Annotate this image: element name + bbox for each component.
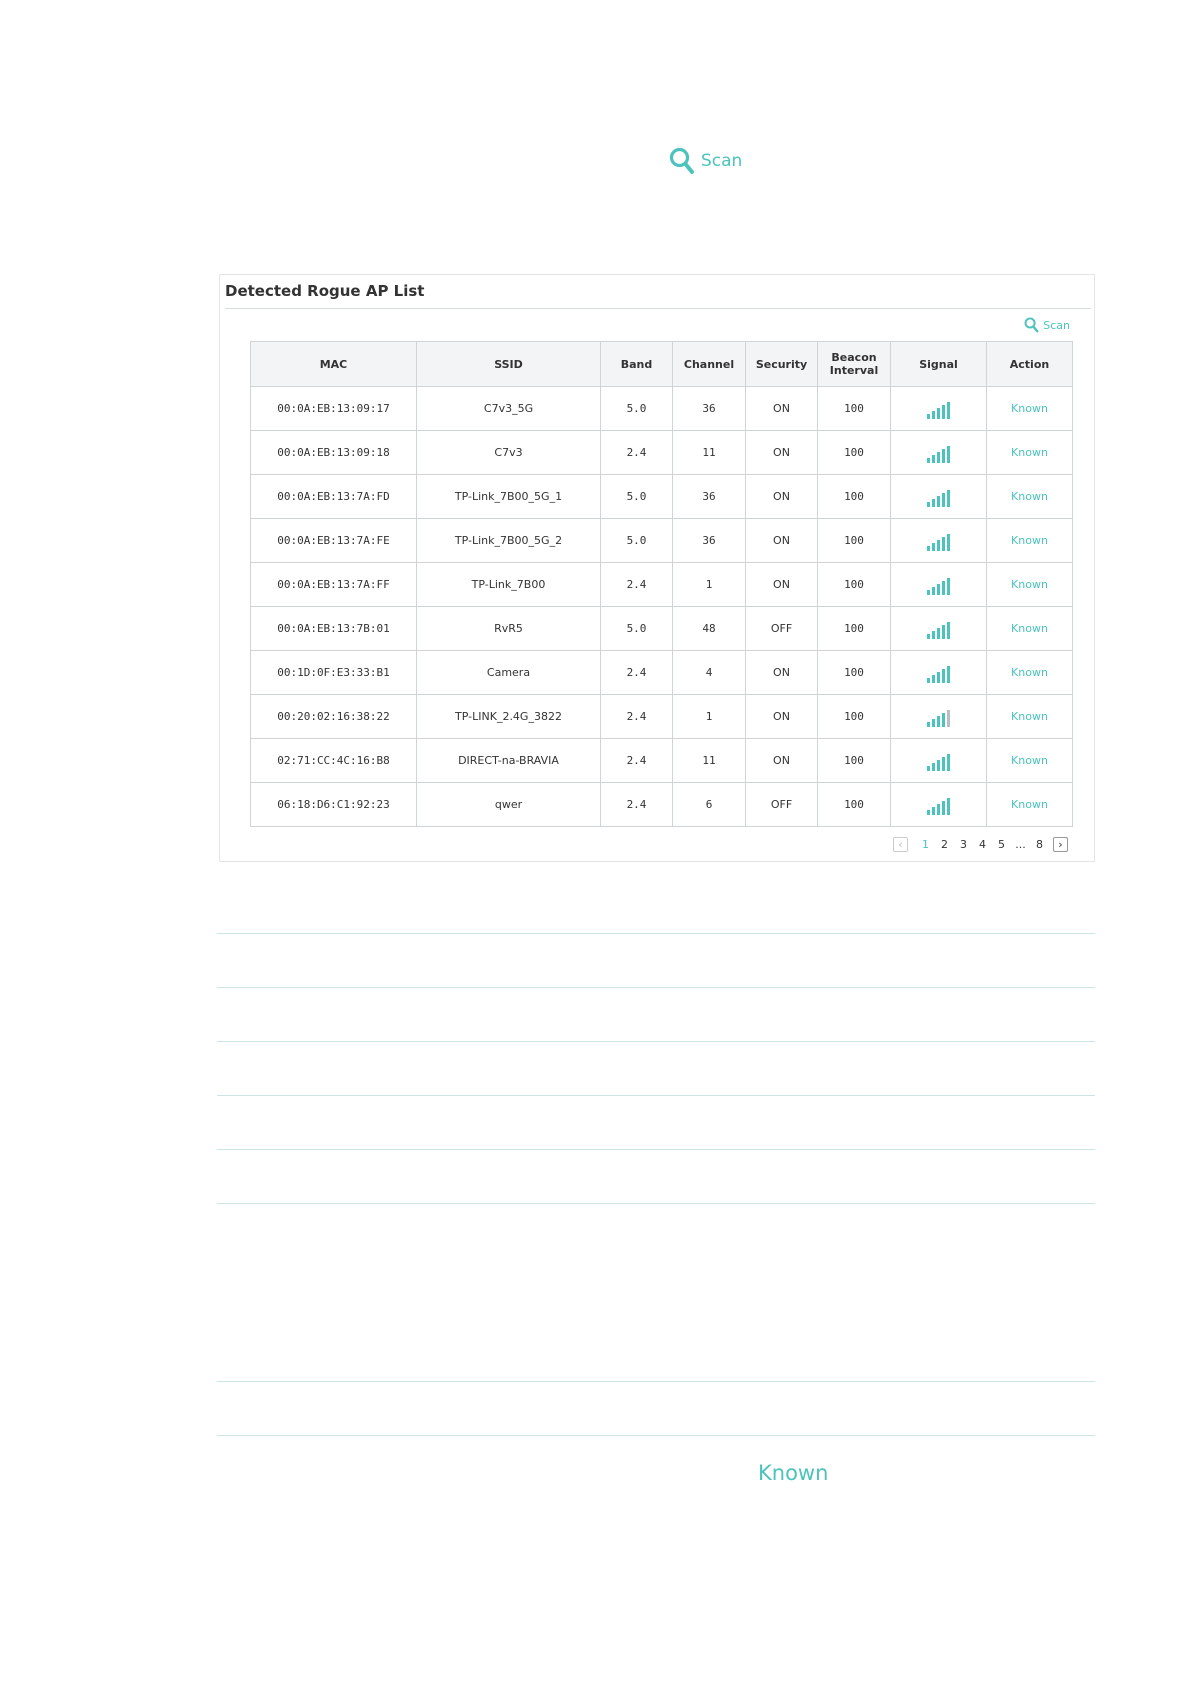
mac-cell: 06:18:D6:C1:92:23 — [251, 783, 417, 827]
security-cell: ON — [746, 695, 818, 739]
signal-strength-icon — [927, 619, 950, 639]
signal-strength-icon — [927, 487, 950, 507]
table-row — [251, 695, 1073, 739]
scan-button-label: Scan — [701, 151, 743, 171]
beacon-cell: 100 — [818, 695, 891, 739]
band-cell: 5.0 — [601, 607, 673, 651]
column-header-ssid: SSID — [417, 342, 601, 387]
divider — [217, 1435, 1095, 1436]
channel-cell: 11 — [673, 431, 746, 475]
beacon-cell: 100 — [818, 387, 891, 431]
security-cell: ON — [746, 387, 818, 431]
security-cell: OFF — [746, 783, 818, 827]
signal-strength-icon — [927, 531, 950, 551]
divider — [217, 1041, 1095, 1042]
signal-bar — [942, 801, 945, 815]
signal-bar — [937, 760, 940, 771]
band-cell: 5.0 — [601, 475, 673, 519]
security-cell: ON — [746, 519, 818, 563]
security-cell: ON — [746, 651, 818, 695]
signal-bar — [927, 546, 930, 551]
beacon-cell: 100 — [818, 475, 891, 519]
security-cell: ON — [746, 563, 818, 607]
mac-cell: 00:0A:EB:13:7A:FD — [251, 475, 417, 519]
table-row — [251, 475, 1073, 519]
signal-cell — [891, 519, 987, 563]
table-row — [251, 431, 1073, 475]
column-header-channel: Channel — [673, 342, 746, 387]
signal-bar — [937, 716, 940, 727]
band-cell: 2.4 — [601, 739, 673, 783]
table-row — [251, 651, 1073, 695]
beacon-interval-label: Beacon Interval — [829, 351, 879, 377]
security-cell: ON — [746, 475, 818, 519]
signal-bar — [942, 713, 945, 727]
security-cell: OFF — [746, 607, 818, 651]
signal-bar — [947, 446, 950, 463]
ssid-cell: TP-Link_7B00_5G_2 — [417, 519, 601, 563]
signal-bar — [937, 584, 940, 595]
ssid-cell: qwer — [417, 783, 601, 827]
known-action-link[interactable]: Known — [987, 739, 1073, 783]
band-cell: 5.0 — [601, 387, 673, 431]
beacon-cell: 100 — [818, 739, 891, 783]
signal-bar — [942, 757, 945, 771]
signal-bar — [937, 540, 940, 551]
divider — [217, 1095, 1095, 1096]
known-action-link[interactable]: Known — [987, 431, 1073, 475]
signal-bar — [932, 455, 935, 463]
band-cell: 2.4 — [601, 563, 673, 607]
panel-title: Detected Rogue AP List — [225, 282, 1091, 309]
rogue-ap-table — [250, 341, 1073, 827]
signal-bar — [942, 625, 945, 639]
chevron-right-icon[interactable]: › — [1053, 837, 1068, 852]
signal-bar — [937, 452, 940, 463]
signal-cell — [891, 607, 987, 651]
signal-bar — [937, 804, 940, 815]
page-button-3[interactable]: 3 — [960, 838, 967, 851]
signal-bar — [932, 719, 935, 727]
channel-cell: 1 — [673, 695, 746, 739]
signal-cell — [891, 739, 987, 783]
band-cell: 2.4 — [601, 783, 673, 827]
signal-bar — [947, 754, 950, 771]
channel-cell: 36 — [673, 475, 746, 519]
beacon-cell: 100 — [818, 519, 891, 563]
known-action-link[interactable]: Known — [987, 519, 1073, 563]
beacon-cell: 100 — [818, 431, 891, 475]
ssid-cell: DIRECT-na-BRAVIA — [417, 739, 601, 783]
beacon-cell: 100 — [818, 783, 891, 827]
ssid-cell: TP-Link_7B00_5G_1 — [417, 475, 601, 519]
mac-cell: 02:71:CC:4C:16:B8 — [251, 739, 417, 783]
signal-bar — [932, 763, 935, 771]
page-button-2[interactable]: 2 — [941, 838, 948, 851]
signal-bar — [932, 587, 935, 595]
column-header-action: Action — [987, 342, 1073, 387]
known-button[interactable]: Known — [758, 1461, 829, 1485]
signal-bar — [942, 581, 945, 595]
signal-bar — [927, 502, 930, 507]
column-header-signal: Signal — [891, 342, 987, 387]
band-cell: 2.4 — [601, 431, 673, 475]
signal-bar — [932, 807, 935, 815]
channel-cell: 4 — [673, 651, 746, 695]
signal-bar — [927, 766, 930, 771]
signal-bar — [947, 578, 950, 595]
channel-cell: 1 — [673, 563, 746, 607]
signal-bar — [937, 496, 940, 507]
divider — [217, 1203, 1095, 1204]
channel-cell: 36 — [673, 387, 746, 431]
column-header-mac: MAC — [251, 342, 417, 387]
rogue-ap-panel — [219, 274, 1095, 862]
beacon-cell: 100 — [818, 607, 891, 651]
page-button-4[interactable]: 4 — [979, 838, 986, 851]
signal-strength-icon — [927, 399, 950, 419]
divider — [217, 987, 1095, 988]
known-action-link[interactable]: Known — [987, 607, 1073, 651]
page-button-1[interactable]: 1 — [922, 838, 929, 851]
search-icon — [669, 147, 695, 175]
signal-strength-icon — [927, 575, 950, 595]
signal-cell — [891, 695, 987, 739]
column-header-band: Band — [601, 342, 673, 387]
signal-cell — [891, 651, 987, 695]
channel-cell: 11 — [673, 739, 746, 783]
ssid-cell: C7v3 — [417, 431, 601, 475]
channel-cell: 48 — [673, 607, 746, 651]
divider — [217, 1149, 1095, 1150]
known-action-link[interactable]: Known — [987, 651, 1073, 695]
signal-bar — [927, 634, 930, 639]
channel-cell: 6 — [673, 783, 746, 827]
known-action-link[interactable]: Known — [987, 387, 1073, 431]
panel-scan-label: Scan — [1043, 318, 1070, 332]
signal-bar — [937, 408, 940, 419]
signal-strength-icon — [927, 751, 950, 771]
signal-bar — [932, 411, 935, 419]
mac-cell: 00:0A:EB:13:09:17 — [251, 387, 417, 431]
table-header-row — [251, 342, 1073, 387]
page-button-5[interactable]: 5 — [998, 838, 1005, 851]
signal-bar — [932, 543, 935, 551]
signal-bar — [947, 534, 950, 551]
mac-cell: 00:20:02:16:38:22 — [251, 695, 417, 739]
signal-bar — [942, 669, 945, 683]
table-row — [251, 387, 1073, 431]
signal-bar — [927, 810, 930, 815]
mac-cell: 00:1D:0F:E3:33:B1 — [251, 651, 417, 695]
signal-strength-icon — [927, 663, 950, 683]
signal-bar — [927, 414, 930, 419]
known-action-link[interactable]: Known — [987, 783, 1073, 827]
mac-cell: 00:0A:EB:13:7B:01 — [251, 607, 417, 651]
channel-cell: 36 — [673, 519, 746, 563]
panel-scan-button[interactable] — [1024, 317, 1070, 333]
ssid-cell: Camera — [417, 651, 601, 695]
signal-bar — [947, 622, 950, 639]
signal-strength-icon — [927, 443, 950, 463]
signal-bar — [927, 678, 930, 683]
table-row — [251, 739, 1073, 783]
divider — [217, 933, 1095, 934]
signal-cell — [891, 563, 987, 607]
ssid-cell: RvR5 — [417, 607, 601, 651]
ssid-cell: TP-Link_7B00 — [417, 563, 601, 607]
column-header-beacon-interval — [818, 342, 891, 387]
signal-bar — [927, 590, 930, 595]
signal-bar — [932, 499, 935, 507]
signal-bar — [947, 402, 950, 419]
signal-bar — [947, 490, 950, 507]
signal-bar — [942, 493, 945, 507]
band-cell: 5.0 — [601, 519, 673, 563]
signal-bar — [927, 458, 930, 463]
beacon-cell: 100 — [818, 563, 891, 607]
security-cell: ON — [746, 739, 818, 783]
signal-bar — [932, 675, 935, 683]
signal-strength-icon — [927, 795, 950, 815]
signal-bar — [927, 722, 930, 727]
table-row — [251, 563, 1073, 607]
signal-bar — [947, 710, 950, 727]
signal-bar — [942, 405, 945, 419]
signal-cell — [891, 387, 987, 431]
column-header-security: Security — [746, 342, 818, 387]
signal-bar — [937, 672, 940, 683]
mac-cell: 00:0A:EB:13:09:18 — [251, 431, 417, 475]
signal-bar — [942, 449, 945, 463]
table-row — [251, 519, 1073, 563]
ssid-cell: C7v3_5G — [417, 387, 601, 431]
divider — [217, 1381, 1095, 1382]
security-cell: ON — [746, 431, 818, 475]
mac-cell: 00:0A:EB:13:7A:FF — [251, 563, 417, 607]
search-icon — [1024, 317, 1039, 333]
band-cell: 2.4 — [601, 651, 673, 695]
known-action-link[interactable]: Known — [987, 475, 1073, 519]
signal-bar — [942, 537, 945, 551]
page-button-8[interactable]: 8 — [1036, 838, 1043, 851]
signal-cell — [891, 431, 987, 475]
page-ellipsis: ... — [1015, 838, 1026, 851]
table-row — [251, 783, 1073, 827]
chevron-left-icon[interactable]: ‹ — [893, 837, 908, 852]
signal-bar — [932, 631, 935, 639]
beacon-cell: 100 — [818, 651, 891, 695]
signal-cell — [891, 475, 987, 519]
signal-bar — [937, 628, 940, 639]
signal-bar — [947, 798, 950, 815]
ssid-cell: TP-LINK_2.4G_3822 — [417, 695, 601, 739]
signal-strength-icon — [927, 707, 950, 727]
known-action-link[interactable]: Known — [987, 563, 1073, 607]
signal-bar — [947, 666, 950, 683]
known-action-link[interactable]: Known — [987, 695, 1073, 739]
table-row — [251, 607, 1073, 651]
pagination — [893, 837, 1068, 852]
scan-button[interactable] — [669, 146, 742, 176]
band-cell: 2.4 — [601, 695, 673, 739]
signal-cell — [891, 783, 987, 827]
mac-cell: 00:0A:EB:13:7A:FE — [251, 519, 417, 563]
